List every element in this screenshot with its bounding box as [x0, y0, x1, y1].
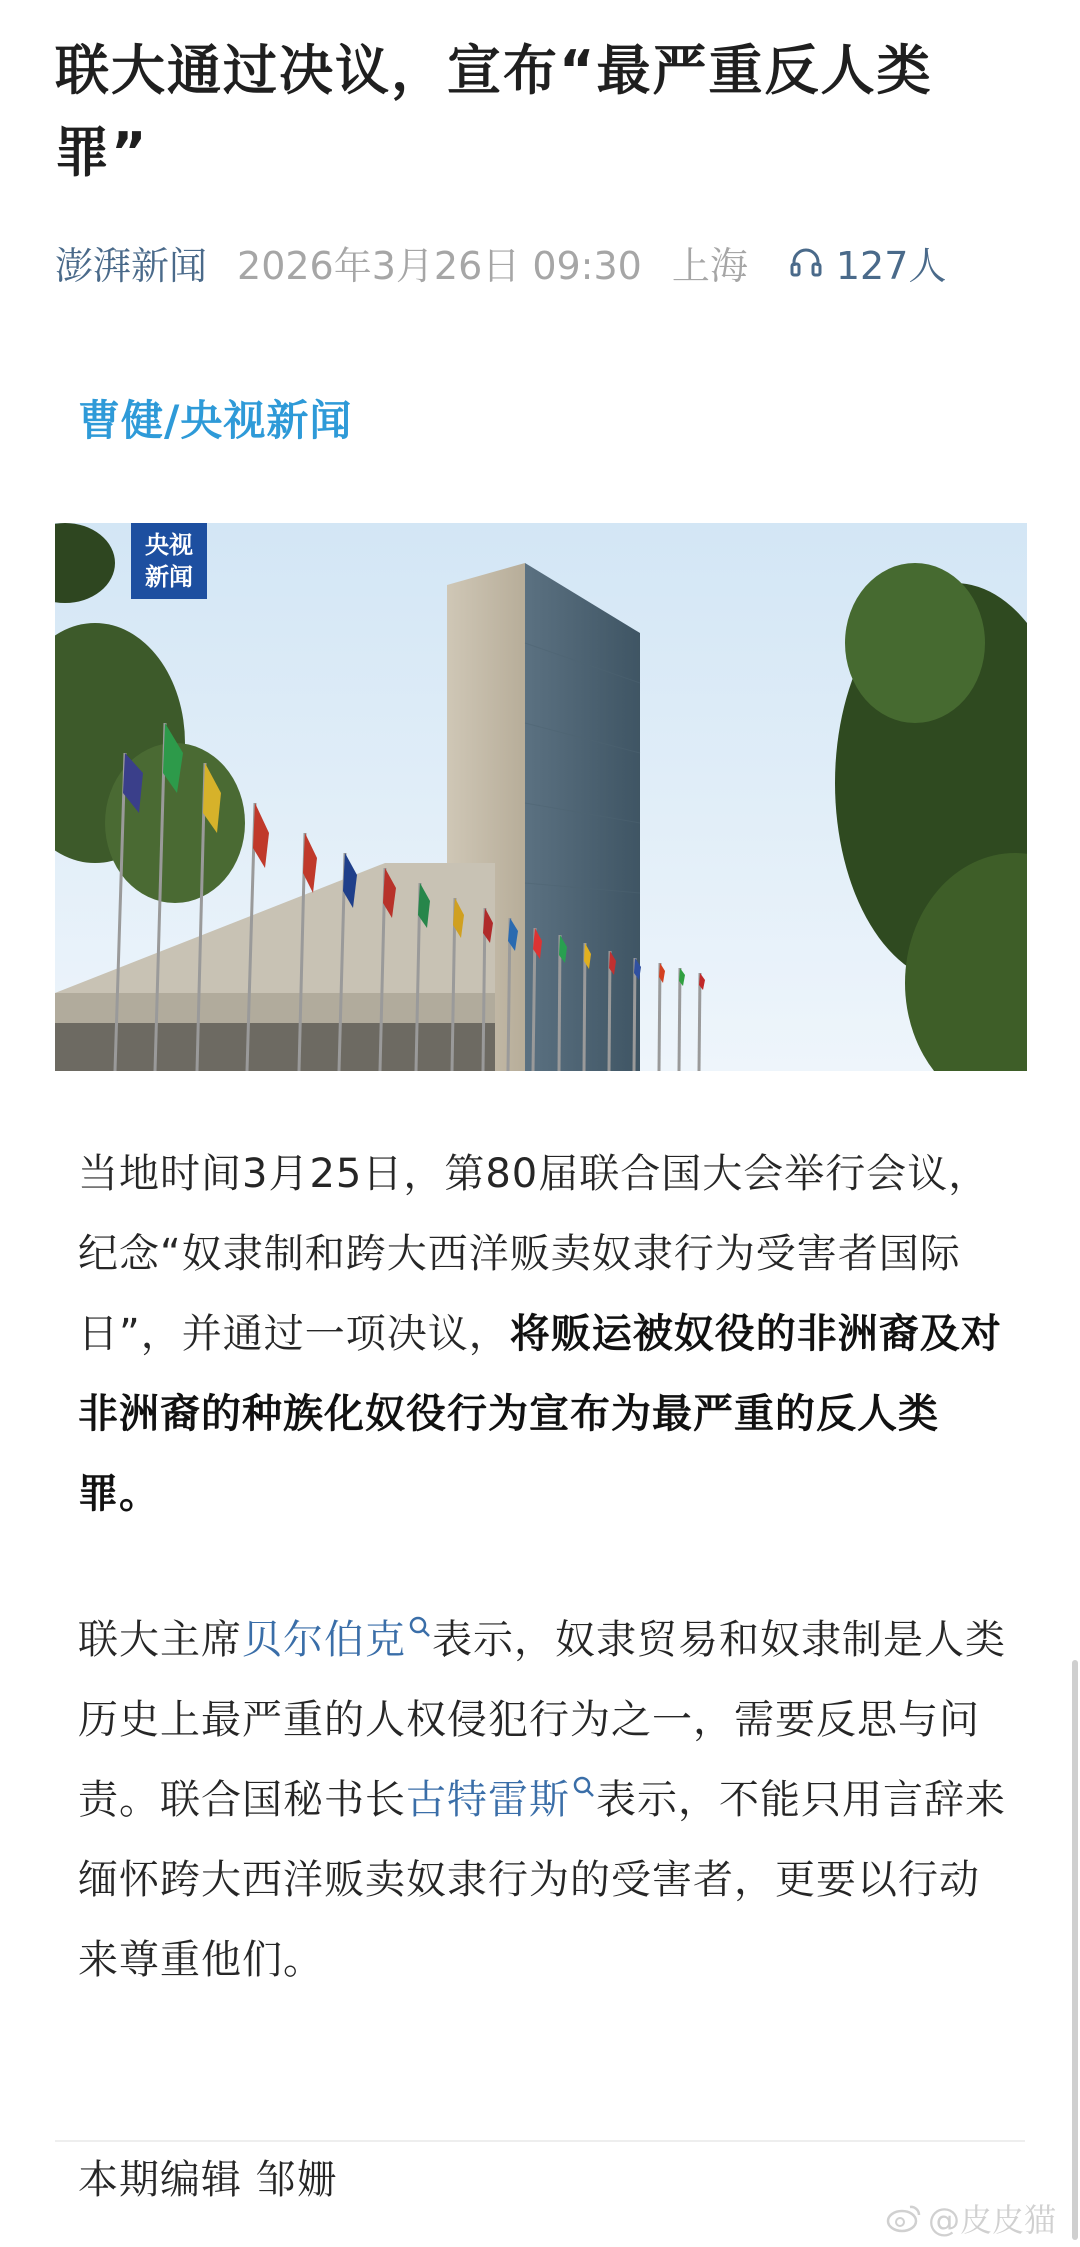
publish-location: 上海 — [671, 243, 748, 288]
weibo-watermark — [886, 2195, 1056, 2241]
paragraph-1-text: 当地时间3月25日，第80届联合国大会举行会议，纪念“奴隶制和跨大西洋贩卖奴隶行为受害者国际日”，并通过一项决议， — [78, 1151, 990, 1357]
listener-count: 127人 — [835, 243, 947, 288]
footer-divider — [55, 2140, 1025, 2142]
logo-line-2: 新闻 — [145, 563, 193, 591]
article-photo[interactable] — [55, 523, 1027, 1071]
paragraph-1-bold: 将贩运被奴役的非洲裔及对非洲裔的种族化奴役行为宣布为最严重的反人类罪。 — [78, 1311, 1002, 1517]
weibo-icon — [886, 2203, 922, 2233]
link-baerbock[interactable]: 贝尔伯克 — [242, 1617, 406, 1663]
search-icon[interactable] — [572, 1775, 596, 1799]
byline: 曹健/央视新闻 — [78, 396, 353, 445]
source-name[interactable]: 澎湃新闻 — [55, 243, 208, 288]
un-building-image — [55, 523, 1027, 1071]
scrollbar[interactable] — [1072, 1660, 1078, 2240]
paragraph-2 — [78, 1600, 1008, 2000]
headphones-icon — [788, 244, 824, 280]
article-title: 联大通过决议，宣布“最严重反人类罪” — [55, 39, 933, 184]
search-icon[interactable] — [408, 1615, 432, 1639]
paragraph-2-text-b: 表示，奴隶贸易和奴隶制是人类历史上最严重的人权侵犯行为之一，需要反思与问责。联合国秘书长 — [78, 1617, 1006, 1823]
paragraph-1 — [78, 1134, 1008, 1534]
link-guterres[interactable]: 古特雷斯 — [406, 1777, 570, 1823]
listen-button[interactable] — [788, 235, 947, 290]
publish-date: 2026年3月26日 09:30 — [237, 243, 642, 288]
cctv-news-logo — [131, 523, 207, 599]
editor-credit: 本期编辑 邹姗 — [78, 2157, 338, 2203]
paragraph-2-text-a: 联大主席 — [78, 1617, 242, 1663]
article-meta — [55, 236, 946, 288]
watermark-text: @皮皮猫 — [927, 2201, 1056, 2239]
paragraph-2-text-c: 表示，不能只用言辞来缅怀跨大西洋贩卖奴隶行为的受害者，更要以行动来尊重他们。 — [78, 1777, 1006, 1983]
logo-line-1: 央视 — [145, 531, 193, 559]
